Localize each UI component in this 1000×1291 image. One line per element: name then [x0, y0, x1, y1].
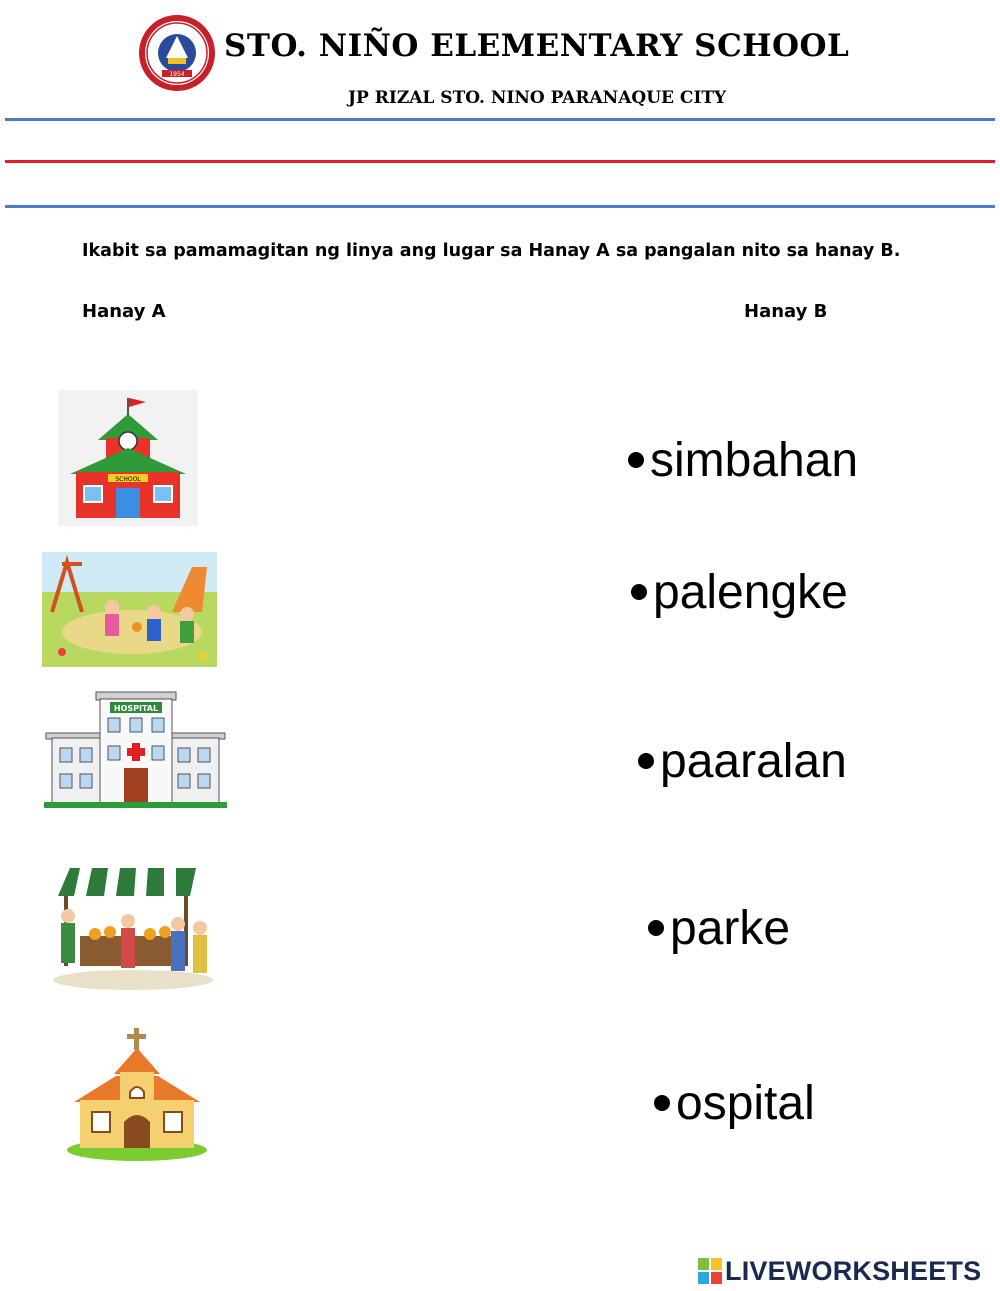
picture-church[interactable] [66, 1026, 208, 1162]
school-seal-icon [138, 14, 216, 92]
answer-ospital[interactable] [654, 1073, 815, 1133]
seal-year: 1954 [169, 71, 185, 78]
picture-market[interactable] [50, 866, 216, 992]
rule-blue-bottom [5, 205, 995, 208]
school-address: JP RIZAL STO. NINO PARANAQUE CITY [348, 88, 727, 108]
answer-parke[interactable] [648, 898, 790, 958]
answer-label: parke [670, 901, 791, 955]
school-seal [138, 14, 216, 92]
instruction-text: Ikabit sa pamamagitan ng linya ang lugar sa Hanay A sa pangalan nito sa hanay B. [82, 241, 901, 261]
answer-label: simbahan [650, 433, 859, 487]
answer-label: paaralan [660, 734, 847, 788]
connect-dot[interactable] [654, 1095, 670, 1111]
picture-school[interactable] [58, 390, 198, 526]
playground-park-icon [42, 552, 217, 667]
church-icon [66, 1026, 208, 1162]
connect-dot[interactable] [628, 452, 644, 468]
school-building-icon [58, 390, 198, 526]
rule-blue-top [5, 118, 995, 121]
hospital-sign: HOSPITAL [113, 704, 159, 713]
school-name: STO. NIÑO ELEMENTARY SCHOOL [224, 28, 850, 64]
picture-hospital[interactable] [44, 688, 227, 814]
connect-dot[interactable] [631, 584, 647, 600]
connect-dot[interactable] [648, 920, 664, 936]
rule-red [5, 160, 995, 163]
liveworksheets-logo-icon [698, 1258, 722, 1284]
answer-label: ospital [676, 1076, 815, 1130]
hospital-building-icon [44, 688, 227, 814]
answer-palengke[interactable] [631, 562, 848, 622]
market-stall-icon [50, 866, 216, 992]
connect-dot[interactable] [638, 753, 654, 769]
answer-label: palengke [653, 565, 848, 619]
liveworksheets-brand [698, 1254, 981, 1288]
answer-simbahan[interactable] [628, 430, 858, 490]
column-b-heading: Hanay B [744, 301, 828, 322]
school-sign: SCHOOL [115, 476, 141, 483]
brand-text: LIVEWORKSHEETS [725, 1255, 982, 1286]
picture-park[interactable] [42, 552, 217, 667]
column-a-heading: Hanay A [82, 301, 166, 322]
answer-paaralan[interactable] [638, 731, 847, 791]
